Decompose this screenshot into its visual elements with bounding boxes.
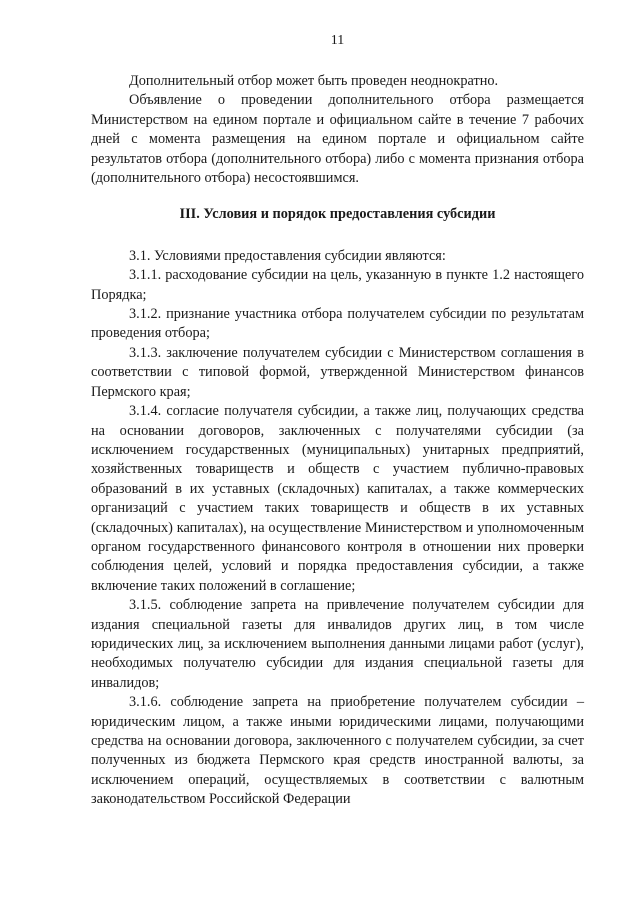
intro-paragraph-1: Дополнительный отбор может быть проведен неоднократно. bbox=[129, 73, 499, 89]
item-3-1-1: 3.1.1. расходование субсидии на цель, указанную в пункте 1.2 настоящего Порядка; bbox=[91, 267, 584, 303]
item-3-1-6: 3.1.6. соблюдение запрета на приобретение получателем субсидии – юридическим лицом, а также иными юридическими лицами, получающими средства на основании договора, заключенного с получателем субсидии, за счет полученных из бюджета Пермского края средств иностранной валюты, за исключением операций, осуществляемых в соответствии с валютным законодательством Российской Федерации bbox=[91, 694, 584, 808]
page-number: 11 bbox=[330, 33, 345, 48]
item-3-1-3: 3.1.3. заключение получателем субсидии с Министерством соглашения в соответствии с типовой формой, утвержденной Министерством финансов Пермского края; bbox=[91, 344, 584, 400]
intro-paragraph-2: Объявление о проведении дополнительного отбора размещается Министерством на едином портале и официальном сайте в течение 7 рабочих дней с момента размещения на едином портале и официальном сайте результатов отбора (дополнительного отбора) либо с момента признания отбора (дополнительного отбора) несостоявшимся. bbox=[91, 92, 584, 187]
item-3-1-4: 3.1.4. согласие получателя субсидии, а также лиц, получающих средства на основании договоров, заключенных с получателями субсидии (за исключением государственных (муниципальных) унитарных предприятий, хозяйственных товариществ и обществ с участием публично-правовых образований в их уставных (складочных) капиталах, а также коммерческих организаций с участием таких товариществ и обществ в их уставных (складочных) капиталах), на осуществление Министерством и уполномоченным органом государственного финансового контроля в отношении них проверки соблюдения целей, условий и порядка предоставления субсидии, а также включение таких положений в соглашение; bbox=[91, 403, 584, 594]
item-3-1-5: 3.1.5. соблюдение запрета на привлечение получателем субсидии для издания специальной газеты для инвалидов других лиц, в том числе юридических лиц, за исключением выполнения данными лицами работ (услуг), необходимых получателю субсидии для издания специальной газеты для инвалидов; bbox=[91, 597, 584, 691]
item-3-1: 3.1. Условиями предоставления субсидии являются: bbox=[129, 247, 446, 264]
item-3-1-2: 3.1.2. признание участника отбора получателем субсидии по результатам проведения отбора; bbox=[91, 306, 584, 342]
section-title: III. Условия и порядок предоставления субсидии bbox=[179, 206, 496, 223]
